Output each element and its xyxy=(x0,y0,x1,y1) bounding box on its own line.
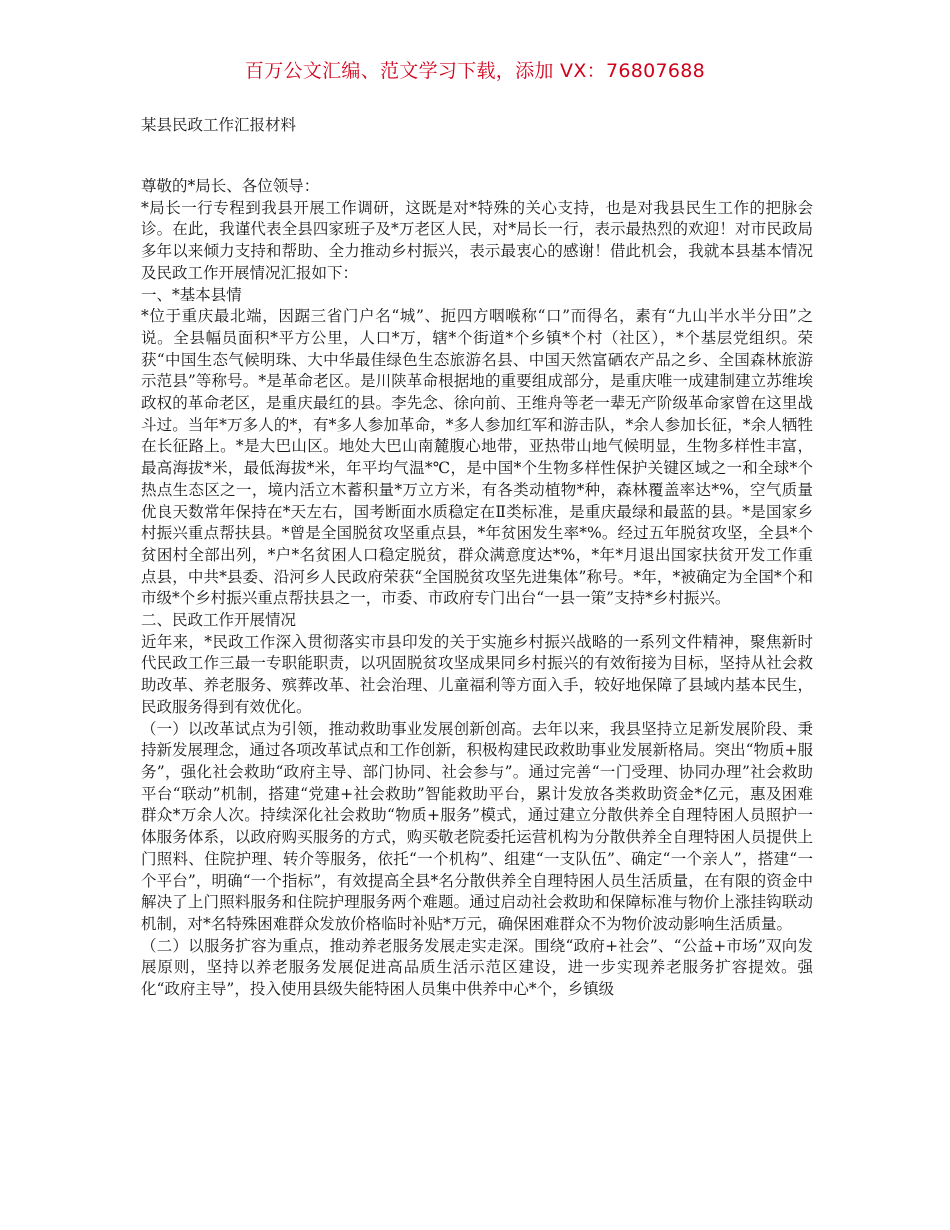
document-title: 某县民政工作汇报材料 xyxy=(141,116,297,134)
section-1-paragraph: *位于重庆最北端，因踞三省门户名“城”、扼四方咽喉称“口”而得名，素有“九山半水半分田”之说。全县幅员面积*平方公里，人口*万，辖*个街道*个乡镇*个村（社区），*个基层党组织。荣获“中国生态气候明珠、大中华最佳绿色生态旅游名县、中国天然富硒农产品之乡、全国森林旅游示范县”等称号。*是革命老区。是川陕革命根据地的重要组成部分，是重庆唯一成建制建立苏维埃政权的革命老区，是重庆最红的县。李先念、徐向前、王维舟等老一辈无产阶级革命家曾在这里战斗过。当年*万多人的*，有*多人参加革命，*多人参加红军和游击队，*余人参加长征，*余人牺牲在长征路上。*是大巴山区。地处大巴山南麓腹心地带，亚热带山地气候明显，生物多样性丰富，最高海拔*米，最低海拔*米，年平均气温*℃，是中国*个生物多样性保护关键区域之一和全球*个热点生态区之一，境内活立木蓄积量*万立方米，有各类动植物*种，森林覆盖率达*%，空气质量优良天数常年保持在*天左右，国考断面水质稳定在Ⅱ类标准，是重庆最绿和最蓝的县。*是国家乡村振兴重点帮扶县。*曾是全国脱贫攻坚重点县，*年贫困发生率*%。经过五年脱贫攻坚，全县*个贫困村全部出列，*户*名贫困人口稳定脱贫，群众满意度达*%，*年*月退出国家扶贫开发工作重点县，中共*县委、沿河乡人民政府荣获“全国脱贫攻坚先进集体”称号。*年，*被确定为全国*个和市级*个乡村振兴重点帮扶县之一，市委、市政府专门出台“一县一策”支持*乡村振兴。 xyxy=(141,307,813,608)
subsection-2-paragraph: （二）以服务扩容为重点，推动养老服务发展走实走深。围绕“政府+社会”、“公益+市场”双向发展原则，坚持以养老服务发展促进高品质生活示范区建设，进一步实现养老服务扩容提效。强化“政府主导”，投入使用县级失能特困人员集中供养中心*个，乡镇级 xyxy=(141,936,813,999)
intro-paragraph: *局长一行专程到我县开展工作调研，这既是对*特殊的关心支持，也是对我县民生工作的把脉会诊。在此，我谨代表全县四家班子及*万老区人民，对*局长一行，表示最热烈的欢迎！对市民政局多年以来倾力支持和帮助、全力推动乡村振兴，表示最衷心的感谢！借此机会，我就本县基本情况及民政工作开展情况汇报如下： xyxy=(141,198,813,282)
header-banner: 百万公文汇编、范文学习下载，添加 VX：76807688 xyxy=(244,60,706,82)
section-2-paragraph: 近年来，*民政工作深入贯彻落实市县印发的关于实施乡村振兴战略的一系列文件精神，聚焦新时代民政工作三最一专职能职责，以巩固脱贫攻坚成果同乡村振兴的有效衔接为目标，坚持从社会救助改革、养老服务、殡葬改革、社会治理、儿童福利等方面入手，较好地保障了县域内基本民生，民政服务得到有效优化。 xyxy=(141,632,813,716)
salutation: 尊敬的*局长、各位领导： xyxy=(141,177,320,195)
subsection-1-paragraph: （一）以改革试点为引领，推动救助事业发展创新创高。去年以来，我县坚持立足新发展阶段、秉持新发展理念，通过各项改革试点和工作创新，积极构建民政救助事业发展新格局。突出“物质+服务”，强化社会救助“政府主导、部门协同、社会参与”。通过完善“一门受理、协同办理”社会救助平台“联动”机制，搭建“党建+社会救助”智能救助平台，累计发放各类救助资金*亿元，惠及困难群众*万余人次。持续深化社会救助“物质+服务”模式，通过建立分散供养全自理特困人员照护一体服务体系，以政府购买服务的方式，购买敬老院委托运营机构为分散供养全自理特困人员提供上门照料、住院护理、转介等服务，依托“一个机构”、组建“一支队伍”、确定“一个亲人”，搭建“一个平台”，明确“一个指标”，有效提高全县*名分散供养全自理特困人员生活质量，在有限的资金中解决了上门照料服务和住院护理服务两个难题。通过启动社会救助和保障标准与物价上涨挂钩联动机制，对*名特殊困难群众发放价格临时补贴*万元，确保困难群众不为物价波动影响生活质量。 xyxy=(141,719,813,933)
document-body xyxy=(141,176,813,1001)
section-2-heading: 二、民政工作开展情况 xyxy=(141,611,297,630)
section-1-heading: 一、*基本县情 xyxy=(141,285,242,304)
